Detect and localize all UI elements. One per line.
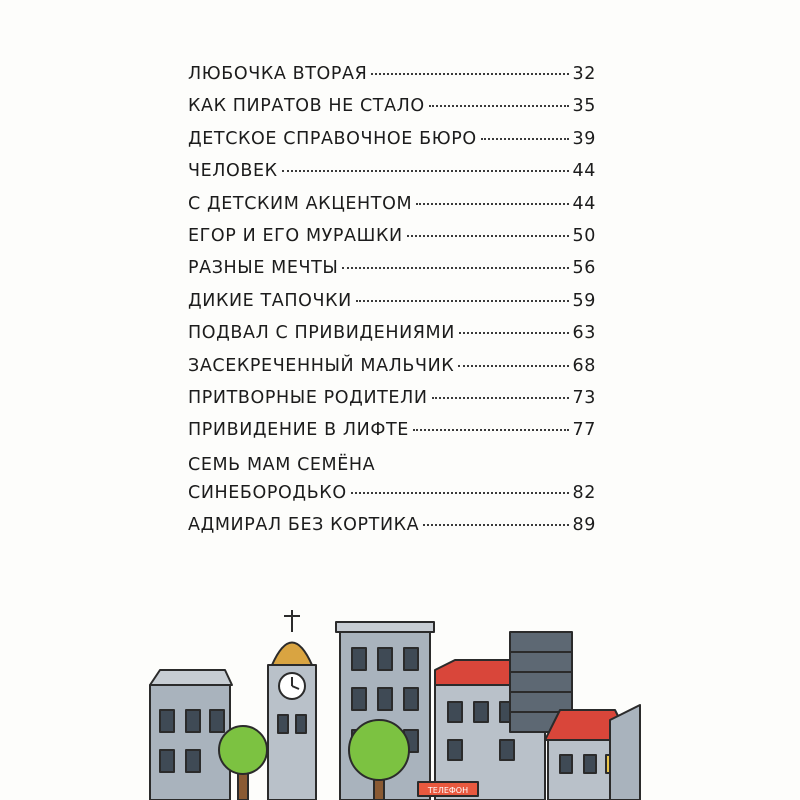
toc-entry-title: ЗАСЕКРЕЧЕННЫЙ МАЛЬЧИК — [188, 355, 455, 376]
leader-dots — [416, 203, 568, 205]
toc-entry[interactable] — [188, 350, 596, 382]
leader-dots — [413, 429, 569, 431]
toc-page-number: 32 — [572, 64, 596, 84]
toc-page-number: 44 — [572, 161, 596, 182]
toc-page-number: 56 — [572, 258, 596, 279]
toc-entry[interactable] — [188, 317, 596, 349]
toc-entry-title-line1: СЕМЬ МАМ СЕМЁНА — [188, 454, 376, 475]
leader-dots — [351, 492, 569, 494]
leader-dots — [282, 170, 569, 172]
toc-page-number: 59 — [572, 290, 596, 311]
toc-entry[interactable] — [188, 220, 596, 252]
leader-dots — [423, 524, 568, 526]
toc-page-number: 44 — [572, 193, 596, 214]
toc-entry[interactable] — [188, 155, 596, 187]
toc-entry-title: ЧЕЛОВЕК — [188, 161, 278, 182]
leader-dots — [356, 300, 569, 302]
toc-page-number: 39 — [572, 128, 596, 149]
phone-sign-text: ТЕЛЕФОН — [427, 786, 469, 795]
city-street-illustration — [0, 590, 800, 800]
toc-page-number: 63 — [572, 323, 596, 344]
toc-entry[interactable] — [188, 90, 596, 122]
toc-entry-title: ДЕТСКОЕ СПРАВОЧНОЕ БЮРО — [188, 128, 477, 149]
toc-entry-title: ЕГОР И ЕГО МУРАШКИ — [188, 225, 403, 246]
leader-dots — [407, 235, 569, 237]
toc-entry[interactable] — [188, 509, 596, 541]
building-right — [545, 705, 640, 800]
toc-entry[interactable] — [188, 285, 596, 317]
leader-dots — [458, 365, 568, 367]
building-left — [150, 670, 232, 800]
toc-page-number: 68 — [572, 355, 596, 376]
toc-entry-title: ДИКИЕ ТАПОЧКИ — [188, 290, 352, 311]
toc-entry-title: КАК ПИРАТОВ НЕ СТАЛО — [188, 96, 425, 117]
toc-entry-title-line2: СИНЕБОРОДЬКО — [188, 482, 347, 503]
toc-page-number: 82 — [572, 482, 596, 503]
toc-entry-title: ПРИВИДЕНИЕ В ЛИФТЕ — [188, 420, 409, 441]
toc-entry-title: РАЗНЫЕ МЕЧТЫ — [188, 258, 339, 279]
leader-dots — [429, 105, 569, 107]
toc-entry-title: ЛЮБОЧКА ВТОРАЯ — [188, 64, 368, 84]
toc-entry-multiline[interactable] — [188, 453, 596, 509]
toc-entry[interactable] — [188, 382, 596, 414]
toc-entry[interactable] — [188, 414, 596, 446]
toc-page-number: 77 — [572, 420, 596, 441]
toc-page-number: 50 — [572, 225, 596, 246]
toc-page-number: 73 — [572, 387, 596, 408]
table-of-contents — [188, 58, 596, 541]
toc-entry[interactable] — [188, 252, 596, 284]
toc-entry[interactable] — [188, 188, 596, 220]
toc-entry-title: ПРИТВОРНЫЕ РОДИТЕЛИ — [188, 387, 428, 408]
leader-dots — [459, 332, 569, 334]
leader-dots — [432, 397, 569, 399]
leader-dots — [371, 73, 568, 75]
toc-page-number: 35 — [572, 96, 596, 117]
toc-entry[interactable] — [188, 123, 596, 155]
toc-entry-title: С ДЕТСКИМ АКЦЕНТОМ — [188, 193, 413, 214]
leader-dots — [481, 138, 569, 140]
toc-entry-title: АДМИРАЛ БЕЗ КОРТИКА — [188, 514, 420, 535]
toc-entry[interactable] — [188, 58, 596, 90]
toc-page-number: 89 — [572, 514, 596, 535]
leader-dots — [342, 267, 568, 269]
clock-tower — [268, 610, 316, 800]
toc-entry-title: ПОДВАЛ С ПРИВИДЕНИЯМИ — [188, 323, 455, 344]
